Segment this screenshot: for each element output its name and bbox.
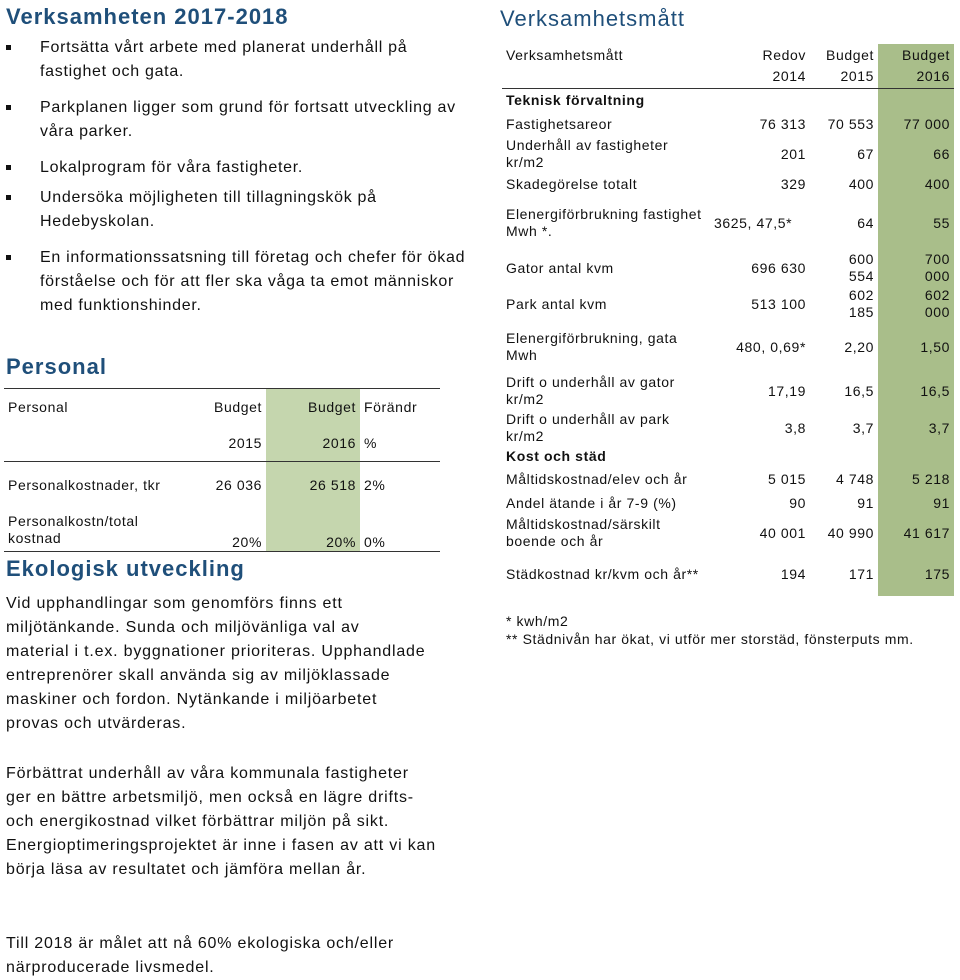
personal-table (4, 388, 440, 552)
heading-verksamhetsmatt: Verksamhetsmått (500, 6, 685, 31)
bullet-square-icon (6, 45, 11, 50)
table-row: Måltidskostnad/elev och år 5 015 4 748 5 218 (502, 466, 954, 492)
bullet-item: En informationssatsning till företag och chefer för ökad förståelse och för att fler ska våga ta emot människor med funktionshinder. (0, 246, 470, 318)
table-row: Personalkostnader, tkr 26 036 26 518 2% (4, 462, 440, 510)
table-row: Måltidskostnad/särskilt boende och år 40 001 40 990 41 617 (502, 514, 954, 552)
table-row: Fastighetsareor 76 313 70 553 77 000 (502, 112, 954, 136)
table-header-row: 2014 2015 2016 (502, 66, 954, 88)
bullet-square-icon (6, 255, 11, 260)
table-row: Elenergiförbrukning fastighet Mwh *. 3625, 47,5* 64 55 (502, 196, 954, 250)
bullet-item: Undersöka möjligheten till tillagningskök på Hedebyskolan. (0, 186, 470, 234)
table-row: Personalkostn/total kostnad 20% 20% 0% (4, 510, 440, 552)
table-row: Andel ätande i år 7-9 (%) 90 91 91 (502, 492, 954, 514)
heading-verksamheten: Verksamheten 2017-2018 (6, 4, 289, 29)
paragraph: Vid upphandlingar som genomförs finns ett miljötänkande. Sunda och miljövänliga val av material i t.ex. byggnationer prioriteras. Upphandlade entreprenörer skall använda sig av miljöklassade maskiner och fordon. Nytänkande i miljöarbetet provas och utvärderas. (6, 595, 426, 732)
table-row: Skadegörelse totalt 329 400 400 (502, 172, 954, 196)
table-row: Gator antal kvm 696 630 600 554 700 000 (502, 250, 954, 286)
table-row: Park antal kvm 513 100 602 185 602 000 (502, 286, 954, 322)
table-header-row: 2015 2016 % (4, 425, 440, 462)
bullet-square-icon (6, 195, 11, 200)
section-row: Teknisk förvaltning (502, 88, 954, 112)
bullet-item: Parkplanen ligger som grund för fortsatt utveckling av våra parker. (0, 96, 470, 144)
table-row: Drift o underhåll av gator kr/m2 17,19 16,5 16,5 (502, 372, 954, 410)
table-header-row: Personal Budget Budget Förändr (4, 389, 440, 426)
section-row: Kost och städ (502, 446, 954, 466)
paragraph: Förbättrat underhåll av våra kommunala fastigheter ger en bättre arbetsmiljö, men också en lägre drifts- och energikostnad vilket förbättrar miljön på sikt. Energioptimeringsprojektet är inne i fasen av att vi kan börja läsa av resultatet och jämföra mellan år. (6, 765, 436, 878)
bullet-item: Fortsätta vårt arbete med planerat underhåll på fastighet och gata. (0, 36, 470, 84)
bullet-square-icon (6, 165, 11, 170)
table-row: Underhåll av fastigheter kr/m2 201 67 66 (502, 136, 954, 172)
bullet-square-icon (6, 105, 11, 110)
table-row: Drift o underhåll av park kr/m2 3,8 3,7 3,7 (502, 410, 954, 446)
footnote: * kwh/m2 (506, 613, 569, 629)
heading-ekologisk: Ekologisk utveckling (6, 556, 245, 581)
bullet-item: Lokalprogram för våra fastigheter. (0, 156, 470, 180)
table-header-row: Verksamhetsmått Redov Budget Budget (502, 44, 954, 66)
table-row: Elenergiförbrukning, gata Mwh 480, 0,69* 2,20 1,50 (502, 322, 954, 372)
footnote: ** Städnivån har ökat, vi utför mer storstäd, fönsterputs mm. (506, 631, 914, 647)
footnotes (506, 612, 956, 648)
heading-personal: Personal (6, 354, 107, 379)
verksamhetsmatt-table (502, 44, 954, 596)
paragraph: Till 2018 är målet att nå 60% ekologiska och/eller närproducerade livsmedel. (6, 935, 395, 976)
table-row: Städkostnad kr/kvm och år** 194 171 175 (502, 552, 954, 596)
bullet-list (0, 36, 470, 330)
